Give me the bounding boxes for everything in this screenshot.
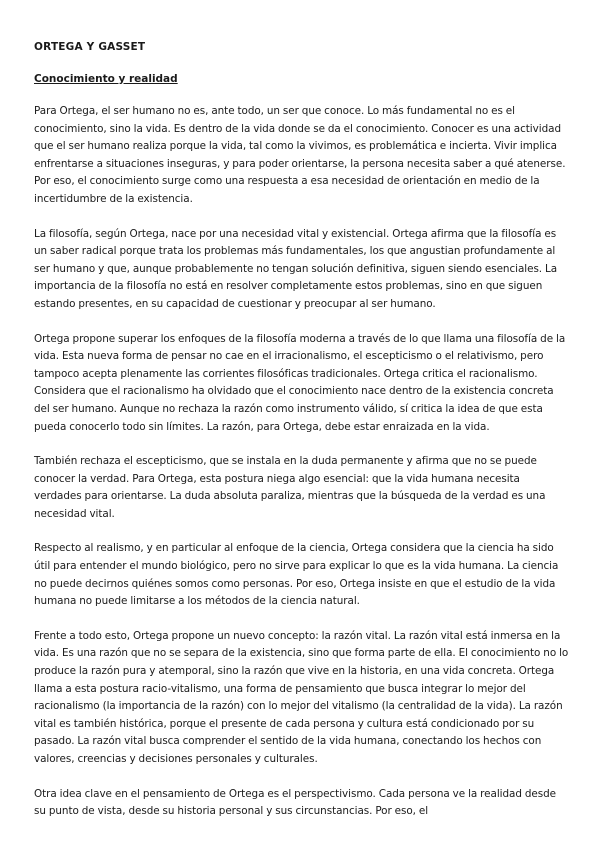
paragraph-7: Otra idea clave en el pensamiento de Ortega es el perspectivismo. Cada persona ve la realidad desde su punto de vista, desde su historia personal y sus circunstancias. Por eso, el [34,787,556,818]
paragraph-1: Para Ortega, el ser humano no es, ante todo, un ser que conoce. Lo más fundamental no es el conocimiento, sino la vida. Es dentro de la vida donde se da el conocimiento. Conocer es una actividad que el ser humano realiza porque la vida, tal como la vivimos, es problemática e incierta. Vivir implica enfrentarse a situaciones inseguras, y para poder orientarse, la persona necesita saber a qué atenerse. Por eso, el conocimiento surge como una respuesta a esa necesidad de orientación en medio de la incertidumbre de la existencia. [34,105,566,205]
section-title: Conocimiento y realidad [34,73,178,85]
paragraph-3: Ortega propone superar los enfoques de la filosofía moderna a través de lo que llama una filosofía de la vida. Esta nueva forma de pensar no cae en el irracionalismo, el escepticismo o el relativismo, pero tampoco acepta plenamente las corrientes filosóficas tradicionales. Ortega critica el racionalismo. Considera que el racionalismo ha olvidado que el conocimiento nace dentro de la existencia concreta del ser humano. Aunque no rechaza la razón como instrumento válido, sí critica la idea de que esta pueda conocerlo todo sin límites. La razón, para Ortega, debe estar enraizada en la vida. [34,332,566,433]
paragraph-6: Frente a todo esto, Ortega propone un nuevo concepto: la razón vital. La razón vital está inmersa en la vida. Es una razón que no se separa de la existencia, sino que forma parte de ella. El conocimiento no lo produce la razón pura y atemporal, sino la razón que vive en la historia, en una vida concreta. Ortega llama a esta postura racio-vitalismo, una forma de pensamiento que busca integrar lo mejor del racionalismo (la importancia de la razón) con lo mejor del vitalismo (la centralidad de la vida). La razón vital es también histórica, porque el presente de cada persona y cultura está condicionado por su pasado. La razón vital busca comprender el sentido de la vida humana, conectando los hechos con valores, creencias y decisiones personales y culturales. [34,629,569,765]
document-title: ORTEGA Y GASSET [34,41,146,53]
paragraph-5: Respecto al realismo, y en particular al enfoque de la ciencia, Ortega considera que la ciencia ha sido útil para entender el mundo biológico, pero no sirve para explicar lo que es la vida humana. La ciencia no puede decirnos quiénes somos como personas. Por eso, Ortega insiste en que el estudio de la vida humana no puede limitarse a los métodos de la ciencia natural. [34,542,559,608]
paragraph-4: También rechaza el escepticismo, que se instala en la duda permanente y afirma que no se puede conocer la verdad. Para Ortega, esta postura niega algo esencial: que la vida humana necesita verdades para orientarse. La duda absoluta paraliza, mientras que la búsqueda de la verdad es una necesidad vital. [34,455,546,520]
document-page [34,40,570,838]
paragraph-2: La filosofía, según Ortega, nace por una necesidad vital y existencial. Ortega afirma que la filosofía es un saber radical porque trata los problemas más fundamentales, los que angustian profundamente al ser humano y que, aunque probablemente no tengan solución definitiva, siguen siendo esenciales. La importancia de la filosofía no está en resolver completamente estos problemas, sino en que siguen estando presentes, en su capacidad de cuestionar y preocupar al ser humano. [34,227,558,310]
